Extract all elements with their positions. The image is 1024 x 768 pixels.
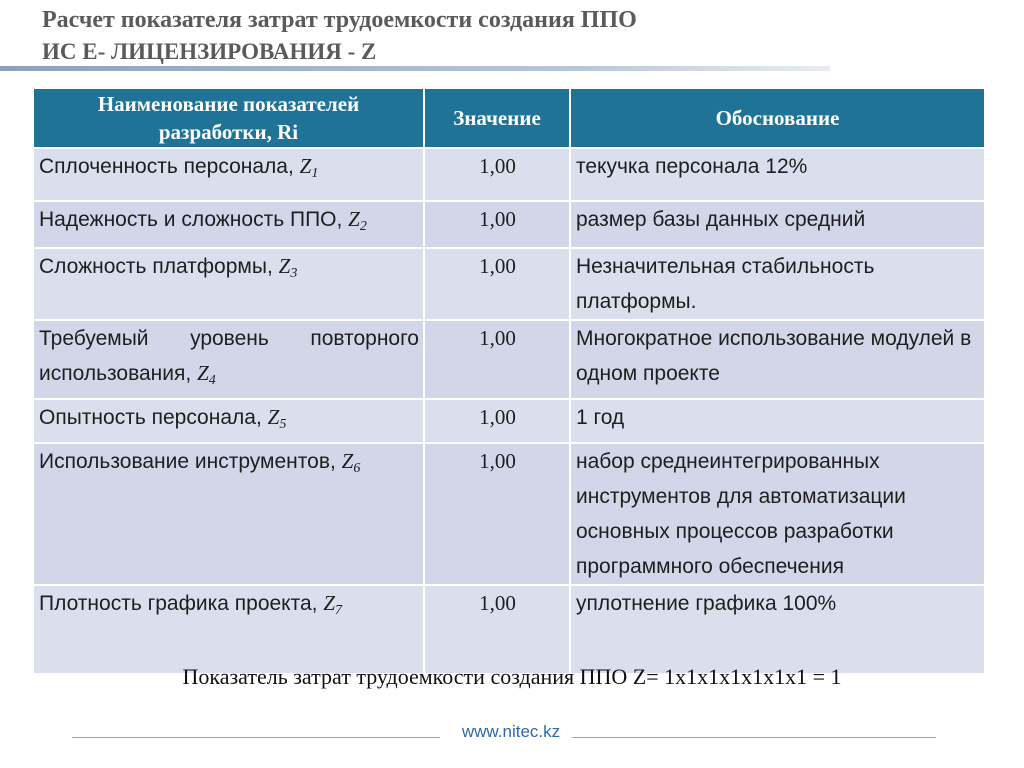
row-value: 1,00 (424, 320, 570, 399)
row-name-cell (33, 201, 424, 248)
header-indicator-name: Наименование показателей разработки, Ri (33, 88, 424, 148)
row-value: 1,00 (424, 443, 570, 585)
row-value: 1,00 (424, 201, 570, 248)
row-symbol: $Z_7$ (323, 591, 343, 618)
row-value: 1,00 (424, 399, 570, 443)
row-symbol: $Z_1$ (299, 154, 319, 181)
row-name-cell (33, 148, 424, 201)
header-justification: Обоснование (570, 88, 985, 148)
row-name-cell (33, 399, 424, 443)
table-row (33, 248, 985, 320)
row-symbol: $Z_6$ (341, 449, 361, 476)
title-underline-bar (0, 66, 830, 71)
row-symbol: $Z_3$ (278, 254, 298, 281)
table-row (33, 148, 985, 201)
row-name-text: Использование инструментов, (39, 450, 342, 473)
footer-divider-right (572, 737, 936, 738)
row-name-text: Плотность графика проекта, (39, 592, 324, 615)
row-symbol: $Z_5$ (267, 405, 287, 432)
table-header-row (33, 88, 985, 148)
table-row (33, 443, 985, 585)
title-line-2: ИС Е- ЛИЦЕНЗИРОВАНИЯ - Z (42, 39, 377, 64)
indicators-table (32, 87, 986, 675)
row-name-text: Опытность персонала, (39, 406, 268, 429)
table-row (33, 399, 985, 443)
row-justification: уплотнение графика 100% (570, 585, 985, 674)
row-name-text: Требуемый уровень повторного использования, (39, 327, 419, 385)
row-justification: текучка персонала 12% (570, 148, 985, 201)
title-line-1: Расчет показателя затрат трудоемкости создания ППО (42, 7, 637, 33)
table-row (33, 201, 985, 248)
row-name-text: Надежность и сложность ППО, (39, 208, 349, 231)
row-name-text: Сплоченность персонала, (39, 155, 300, 178)
row-name-cell (33, 320, 424, 399)
row-justification: набор среднеинтегрированных инструментов для автоматизации основных процессов разработки программного обеспечения (570, 443, 985, 585)
row-name-cell (33, 443, 424, 585)
row-justification: размер базы данных средний (570, 201, 985, 248)
summary-formula: Показатель затрат трудоемкости создания ППО Z= 1x1x1x1x1x1x1 = 1 (182, 664, 842, 689)
row-justification: Незначительная стабильность платформы. (570, 248, 985, 320)
row-value: 1,00 (424, 585, 570, 674)
row-value: 1,00 (424, 248, 570, 320)
row-name-text: Сложность платформы, (39, 255, 279, 278)
row-justification: Многократное использование модулей в одном проекте (570, 320, 985, 399)
header-value: Значение (424, 88, 570, 148)
row-symbol: $Z_4$ (197, 361, 216, 388)
slide-title (42, 4, 637, 68)
row-value: 1,00 (424, 148, 570, 201)
row-justification: 1 год (570, 399, 985, 443)
row-name-cell (33, 248, 424, 320)
table-row (33, 320, 985, 399)
row-symbol: $Z_2$ (348, 207, 367, 234)
footer-url-link[interactable]: www.nitec.kz (461, 722, 561, 741)
footer-divider-left (72, 737, 440, 738)
